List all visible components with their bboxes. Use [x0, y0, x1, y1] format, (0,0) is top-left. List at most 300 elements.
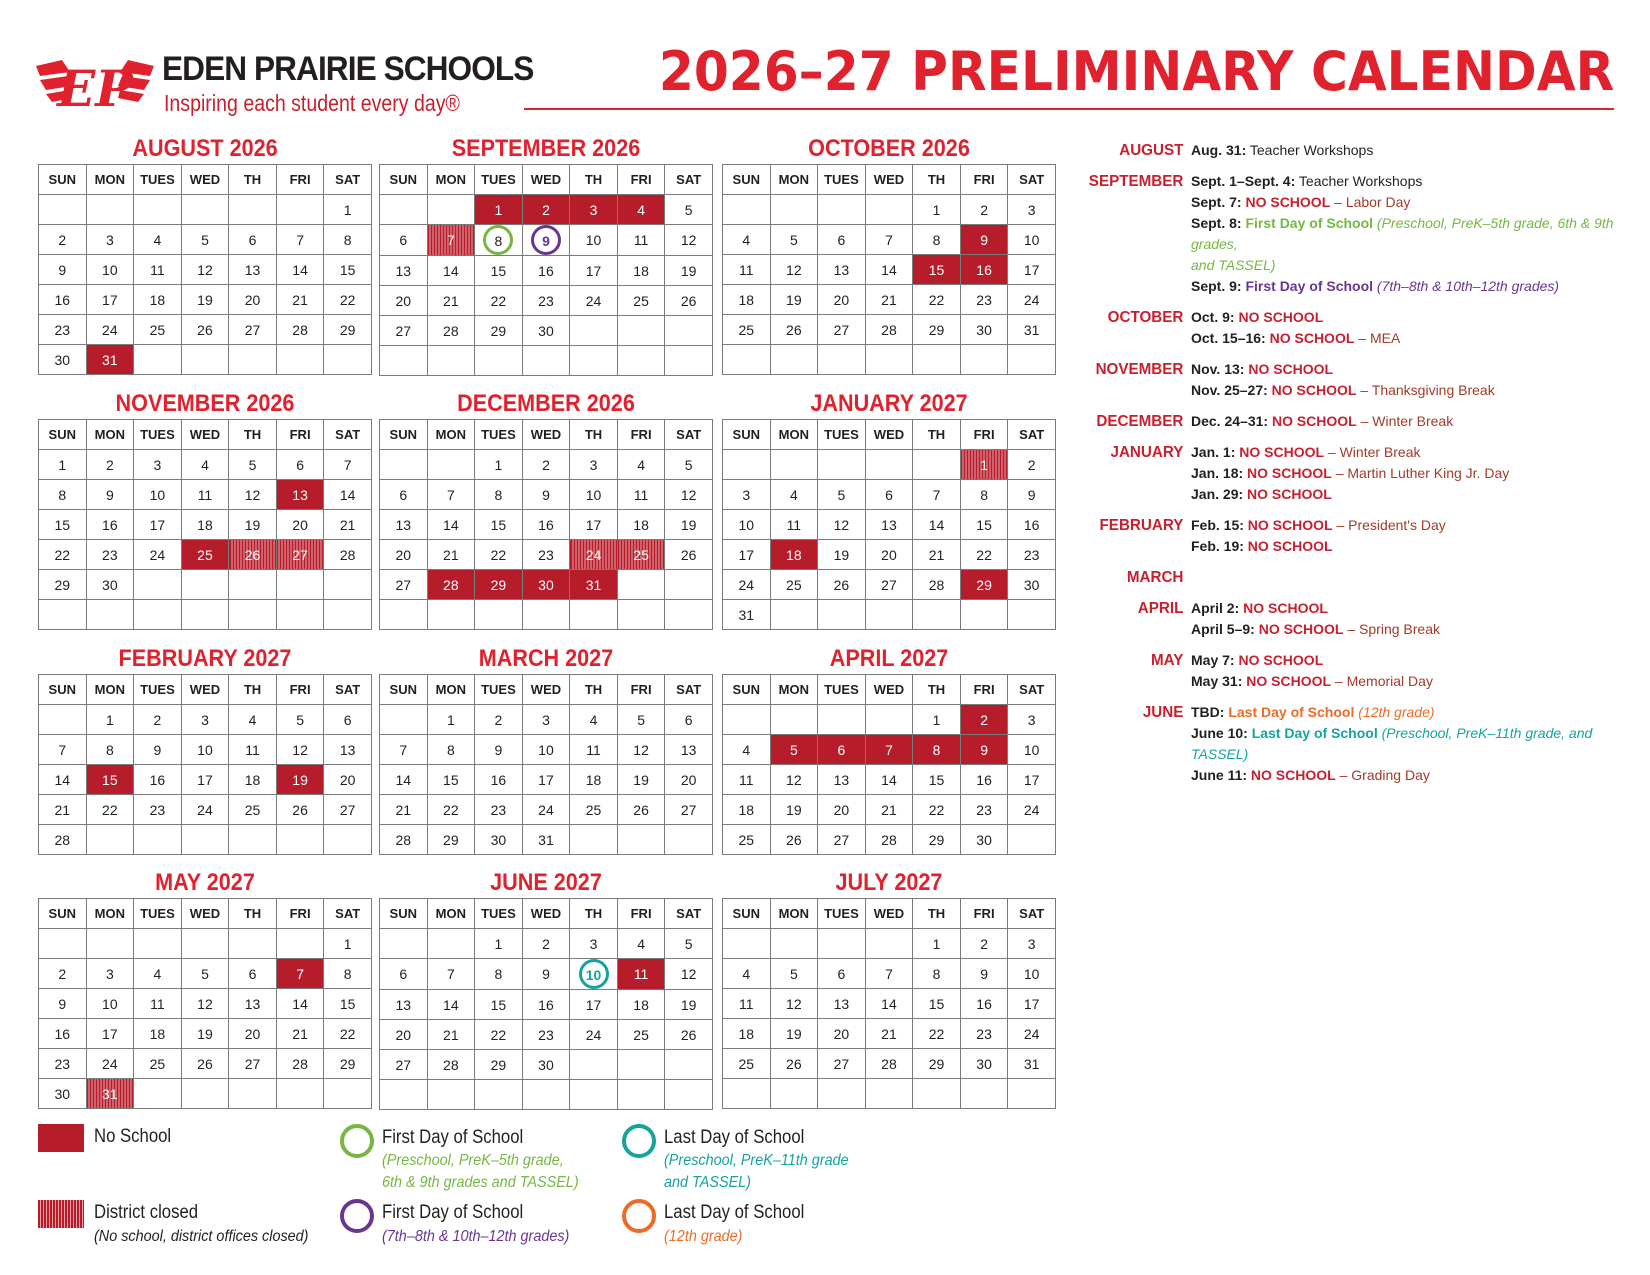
weekday-header: SUN — [39, 675, 87, 705]
week-row — [723, 225, 1056, 255]
month-table — [379, 898, 713, 1110]
day-cell — [522, 1080, 570, 1110]
day-cell: 19 — [229, 510, 277, 540]
day-cell: 27 — [324, 795, 372, 825]
weekday-header: SUN — [39, 899, 87, 929]
day-cell — [39, 929, 87, 959]
day-cell — [324, 570, 372, 600]
day-cell — [865, 705, 913, 735]
event-group — [1080, 171, 1620, 297]
day-cell — [39, 705, 87, 735]
month-table — [379, 419, 713, 630]
event-line — [1191, 276, 1620, 297]
day-cell: 13 — [276, 480, 324, 510]
day-cell: 29 — [475, 316, 523, 346]
week-row — [39, 315, 372, 345]
week-row — [380, 705, 713, 735]
day-cell — [665, 1080, 713, 1110]
day-cell: 26 — [276, 795, 324, 825]
day-cell: 5 — [617, 705, 665, 735]
week-row — [723, 285, 1056, 315]
day-cell: 17 — [134, 510, 182, 540]
event-date: Dec. 24–31: — [1191, 413, 1269, 429]
day-cell: 9 — [960, 735, 1008, 765]
day-cell: 2 — [134, 705, 182, 735]
day-cell: 19 — [770, 1019, 818, 1049]
month-calendar — [722, 134, 1056, 375]
day-cell — [818, 195, 866, 225]
day-cell: 21 — [380, 795, 428, 825]
event-text: and TASSEL) — [1191, 257, 1276, 273]
day-cell: 9 — [134, 735, 182, 765]
day-cell: 24 — [570, 1020, 618, 1050]
day-cell: 8 — [475, 959, 523, 990]
week-row — [39, 1019, 372, 1049]
weekday-header: FRI — [617, 165, 665, 195]
day-cell: 5 — [770, 225, 818, 255]
event-line — [1191, 765, 1620, 786]
weekday-header: TH — [570, 420, 618, 450]
week-row — [723, 195, 1056, 225]
day-cell: 7 — [913, 480, 961, 510]
event-line — [1191, 650, 1620, 671]
legend-last-day-b: Last Day of School — [664, 1202, 805, 1223]
day-cell: 6 — [380, 225, 428, 256]
day-cell: 12 — [818, 510, 866, 540]
day-cell: 10 — [570, 225, 618, 256]
day-cell — [960, 345, 1008, 375]
day-cell: 24 — [570, 540, 618, 570]
event-line — [1191, 702, 1620, 723]
day-cell — [427, 450, 475, 480]
day-cell: 30 — [522, 316, 570, 346]
day-cell: 14 — [276, 255, 324, 285]
event-text: NO SCHOOL — [1268, 413, 1357, 429]
week-row — [380, 286, 713, 316]
weekday-header: WED — [865, 899, 913, 929]
day-cell: 18 — [181, 510, 229, 540]
week-row — [723, 765, 1056, 795]
day-cell — [276, 195, 324, 225]
day-cell: 22 — [427, 795, 475, 825]
event-date: Oct. 15–16: — [1191, 330, 1266, 346]
day-cell: 27 — [380, 570, 428, 600]
day-cell: 18 — [723, 795, 771, 825]
event-date: Jan. 1: — [1191, 444, 1236, 460]
title-divider — [524, 108, 1614, 110]
month-table — [38, 419, 372, 630]
week-row — [380, 570, 713, 600]
day-cell: 2 — [522, 195, 570, 225]
weekday-header: FRI — [276, 165, 324, 195]
event-date: June 10: — [1191, 725, 1248, 741]
day-cell: 14 — [427, 256, 475, 286]
day-cell: 4 — [134, 225, 182, 255]
event-text: (Preschool, PreK–5th grade, 6th & 9th grades, — [1191, 215, 1614, 252]
weekday-header: TH — [570, 899, 618, 929]
day-cell: 2 — [86, 450, 134, 480]
weekday-header: SUN — [723, 165, 771, 195]
weekday-header: SAT — [665, 675, 713, 705]
day-cell: 30 — [960, 825, 1008, 855]
day-cell: 31 — [86, 345, 134, 375]
day-cell: 9 — [522, 959, 570, 990]
purple-circle-icon — [340, 1199, 374, 1233]
week-row — [723, 989, 1056, 1019]
month-title: JUNE 2027 — [490, 869, 602, 896]
event-month: FEBRUARY — [1099, 517, 1184, 534]
day-cell: 17 — [1008, 989, 1056, 1019]
legend-last-day-a-note-2: and TASSEL) — [664, 1174, 751, 1191]
day-cell — [723, 450, 771, 480]
day-cell — [1008, 1079, 1056, 1109]
legend-last-day-a-note-1: (Preschool, PreK–11th grade — [664, 1152, 849, 1169]
day-cell: 16 — [960, 765, 1008, 795]
day-cell: 1 — [39, 450, 87, 480]
day-cell: 27 — [380, 316, 428, 346]
day-cell: 25 — [617, 286, 665, 316]
weekday-header: WED — [865, 165, 913, 195]
event-date: Sept. 7: — [1191, 194, 1242, 210]
day-cell: 14 — [39, 765, 87, 795]
legend-first-day-b-note: (7th–8th & 10th–12th grades) — [382, 1228, 570, 1245]
day-cell — [181, 825, 229, 855]
weekday-header: FRI — [276, 675, 324, 705]
week-row — [723, 825, 1056, 855]
org-tagline: Inspiring each student every day® — [164, 90, 460, 116]
day-cell: 1 — [86, 705, 134, 735]
day-cell: 23 — [960, 285, 1008, 315]
legend-first-day-a-note-1: (Preschool, PreK–5th grade, — [382, 1152, 564, 1169]
day-cell: 3 — [1008, 705, 1056, 735]
day-cell — [770, 345, 818, 375]
weekday-header: SAT — [324, 675, 372, 705]
month-calendar — [722, 644, 1056, 855]
day-cell: 28 — [276, 315, 324, 345]
day-cell: 24 — [86, 1049, 134, 1079]
day-cell: 3 — [723, 480, 771, 510]
day-cell: 19 — [665, 510, 713, 540]
day-cell — [723, 705, 771, 735]
day-cell: 18 — [134, 285, 182, 315]
week-row — [39, 929, 372, 959]
day-cell — [134, 195, 182, 225]
day-cell — [865, 929, 913, 959]
week-row — [380, 480, 713, 510]
day-cell: 19 — [665, 256, 713, 286]
day-cell: 30 — [522, 1050, 570, 1080]
month-calendar — [722, 389, 1056, 630]
day-cell: 15 — [475, 990, 523, 1020]
day-cell: 27 — [276, 540, 324, 570]
event-month: NOVEMBER — [1095, 361, 1184, 378]
weekday-header: MON — [770, 675, 818, 705]
week-row — [380, 735, 713, 765]
day-cell: 22 — [475, 1020, 523, 1050]
day-cell: 11 — [229, 735, 277, 765]
day-cell: 22 — [475, 286, 523, 316]
day-cell: 3 — [86, 225, 134, 255]
day-cell: 26 — [181, 1049, 229, 1079]
weekday-header: MON — [427, 899, 475, 929]
day-cell: 25 — [723, 1049, 771, 1079]
day-cell — [913, 450, 961, 480]
day-cell: 15 — [39, 510, 87, 540]
weekday-header: WED — [865, 675, 913, 705]
month-table — [722, 164, 1056, 375]
weekday-header: TH — [913, 165, 961, 195]
day-cell: 5 — [229, 450, 277, 480]
day-cell: 26 — [181, 315, 229, 345]
week-row — [39, 959, 372, 989]
day-cell — [522, 225, 570, 256]
day-cell: 25 — [229, 795, 277, 825]
day-cell — [665, 346, 713, 376]
event-date: Jan. 18: — [1191, 465, 1244, 481]
day-cell: 11 — [723, 765, 771, 795]
week-row — [380, 825, 713, 855]
day-cell — [665, 570, 713, 600]
weekday-header: FRI — [276, 899, 324, 929]
event-group — [1080, 650, 1620, 692]
day-cell: 1 — [324, 929, 372, 959]
day-cell: 7 — [427, 225, 475, 256]
day-cell: 8 — [39, 480, 87, 510]
day-cell: 15 — [475, 256, 523, 286]
day-cell — [229, 929, 277, 959]
week-row — [380, 600, 713, 630]
day-cell: 19 — [818, 540, 866, 570]
day-cell: 21 — [913, 540, 961, 570]
day-cell: 5 — [665, 929, 713, 959]
day-cell — [770, 450, 818, 480]
day-cell: 10 — [86, 989, 134, 1019]
week-row — [39, 825, 372, 855]
day-cell: 20 — [865, 540, 913, 570]
event-group — [1080, 411, 1620, 432]
day-cell — [181, 929, 229, 959]
day-cell: 12 — [665, 959, 713, 990]
legend-last-day-a: Last Day of School — [664, 1127, 805, 1148]
day-cell: 25 — [617, 1020, 665, 1050]
weekday-header: TH — [229, 165, 277, 195]
event-text: NO SCHOOL — [1243, 486, 1332, 502]
weekday-header: TUES — [134, 420, 182, 450]
event-text: – Winter Break — [1356, 413, 1454, 429]
day-cell: 21 — [865, 795, 913, 825]
event-date: May 7: — [1191, 652, 1235, 668]
event-text: NO SCHOOL — [1244, 361, 1334, 377]
event-text: NO SCHOOL — [1239, 600, 1328, 616]
day-cell — [229, 600, 277, 630]
circled-day: 9 — [531, 225, 561, 255]
day-cell — [522, 600, 570, 630]
month-table — [722, 419, 1056, 630]
day-cell: 17 — [570, 510, 618, 540]
day-cell: 24 — [181, 795, 229, 825]
day-cell: 3 — [181, 705, 229, 735]
event-line — [1191, 140, 1620, 161]
week-row — [380, 540, 713, 570]
day-cell: 4 — [617, 450, 665, 480]
day-cell — [276, 825, 324, 855]
event-month: OCTOBER — [1107, 309, 1184, 326]
day-cell: 4 — [723, 225, 771, 255]
day-cell: 13 — [818, 989, 866, 1019]
day-cell: 28 — [380, 825, 428, 855]
day-cell — [134, 929, 182, 959]
month-calendar — [38, 644, 372, 855]
day-cell: 7 — [276, 225, 324, 255]
week-row — [380, 225, 713, 256]
day-cell: 30 — [39, 1079, 87, 1109]
day-cell — [276, 1079, 324, 1109]
green-circle-icon — [340, 1124, 374, 1158]
day-cell: 19 — [617, 765, 665, 795]
day-cell: 27 — [665, 795, 713, 825]
day-cell — [229, 825, 277, 855]
day-cell: 13 — [665, 735, 713, 765]
day-cell: 22 — [913, 795, 961, 825]
day-cell: 3 — [570, 929, 618, 959]
day-cell — [723, 929, 771, 959]
event-text: – Martin Luther King Jr. Day — [1331, 465, 1510, 481]
day-cell — [86, 195, 134, 225]
event-line — [1191, 213, 1620, 255]
weekday-header: TH — [913, 675, 961, 705]
day-cell: 23 — [86, 540, 134, 570]
day-cell: 11 — [134, 989, 182, 1019]
day-cell — [134, 345, 182, 375]
day-cell — [1008, 345, 1056, 375]
event-text: NO SCHOOL — [1234, 652, 1324, 668]
day-cell: 29 — [913, 1049, 961, 1079]
day-cell — [617, 570, 665, 600]
day-cell: 2 — [39, 225, 87, 255]
day-cell: 29 — [324, 315, 372, 345]
day-cell: 28 — [427, 1050, 475, 1080]
event-text: Last Day of School — [1224, 704, 1355, 720]
day-cell — [380, 1080, 428, 1110]
day-cell: 6 — [276, 450, 324, 480]
day-cell: 25 — [723, 315, 771, 345]
day-cell — [134, 600, 182, 630]
week-row — [380, 346, 713, 376]
day-cell: 11 — [134, 255, 182, 285]
day-cell: 21 — [427, 286, 475, 316]
day-cell: 7 — [427, 959, 475, 990]
weekday-header: TUES — [475, 420, 523, 450]
day-cell: 23 — [475, 795, 523, 825]
day-cell: 24 — [723, 570, 771, 600]
day-cell: 7 — [324, 450, 372, 480]
day-cell: 16 — [960, 989, 1008, 1019]
day-cell: 13 — [818, 255, 866, 285]
day-cell: 8 — [913, 225, 961, 255]
weekday-header: TH — [229, 675, 277, 705]
event-text: – MEA — [1354, 330, 1401, 346]
day-cell — [276, 600, 324, 630]
day-cell: 23 — [522, 540, 570, 570]
day-cell: 26 — [665, 540, 713, 570]
day-cell: 12 — [229, 480, 277, 510]
legend-first-day-b: First Day of School — [382, 1202, 524, 1223]
event-month: DECEMBER — [1096, 413, 1184, 430]
day-cell: 27 — [865, 570, 913, 600]
day-cell: 7 — [276, 959, 324, 989]
day-cell — [181, 1079, 229, 1109]
day-cell: 14 — [380, 765, 428, 795]
day-cell: 27 — [818, 825, 866, 855]
day-cell: 6 — [324, 705, 372, 735]
day-cell — [475, 1080, 523, 1110]
weekday-header: FRI — [276, 420, 324, 450]
week-row — [723, 315, 1056, 345]
day-cell: 13 — [818, 765, 866, 795]
day-cell: 3 — [570, 450, 618, 480]
event-date: Sept. 1–Sept. 4: — [1191, 173, 1296, 189]
weekday-header: TUES — [134, 675, 182, 705]
day-cell — [770, 600, 818, 630]
weekday-header: SUN — [39, 165, 87, 195]
day-cell — [427, 346, 475, 376]
day-cell: 28 — [913, 570, 961, 600]
day-cell: 19 — [181, 285, 229, 315]
event-group — [1080, 515, 1620, 557]
no-school-swatch — [38, 1124, 84, 1152]
week-row — [380, 1080, 713, 1110]
event-line — [1191, 536, 1620, 557]
event-text: – Labor Day — [1330, 194, 1411, 210]
week-row — [39, 450, 372, 480]
day-cell: 11 — [723, 255, 771, 285]
event-date: TBD: — [1191, 704, 1225, 720]
day-cell: 24 — [1008, 795, 1056, 825]
week-row — [380, 195, 713, 225]
day-cell: 4 — [229, 705, 277, 735]
day-cell: 20 — [380, 1020, 428, 1050]
weekday-header: WED — [181, 420, 229, 450]
week-row — [39, 735, 372, 765]
weekday-header: MON — [770, 420, 818, 450]
day-cell: 14 — [865, 989, 913, 1019]
day-cell: 9 — [960, 959, 1008, 989]
day-cell: 2 — [475, 705, 523, 735]
day-cell: 5 — [770, 959, 818, 989]
day-cell: 15 — [960, 510, 1008, 540]
day-cell — [617, 346, 665, 376]
day-cell: 28 — [865, 825, 913, 855]
event-line — [1191, 192, 1620, 213]
day-cell: 16 — [522, 510, 570, 540]
day-cell: 28 — [276, 1049, 324, 1079]
day-cell: 1 — [960, 450, 1008, 480]
day-cell: 29 — [475, 570, 523, 600]
day-cell: 20 — [380, 286, 428, 316]
day-cell: 30 — [960, 315, 1008, 345]
day-cell: 31 — [86, 1079, 134, 1109]
day-cell: 15 — [913, 989, 961, 1019]
day-cell: 8 — [324, 225, 372, 255]
weekday-header: TH — [913, 899, 961, 929]
weekday-header: SUN — [380, 165, 428, 195]
week-row — [723, 705, 1056, 735]
day-cell: 21 — [276, 285, 324, 315]
day-cell — [960, 1079, 1008, 1109]
weekday-header: SAT — [665, 420, 713, 450]
day-cell: 15 — [427, 765, 475, 795]
day-cell — [380, 450, 428, 480]
